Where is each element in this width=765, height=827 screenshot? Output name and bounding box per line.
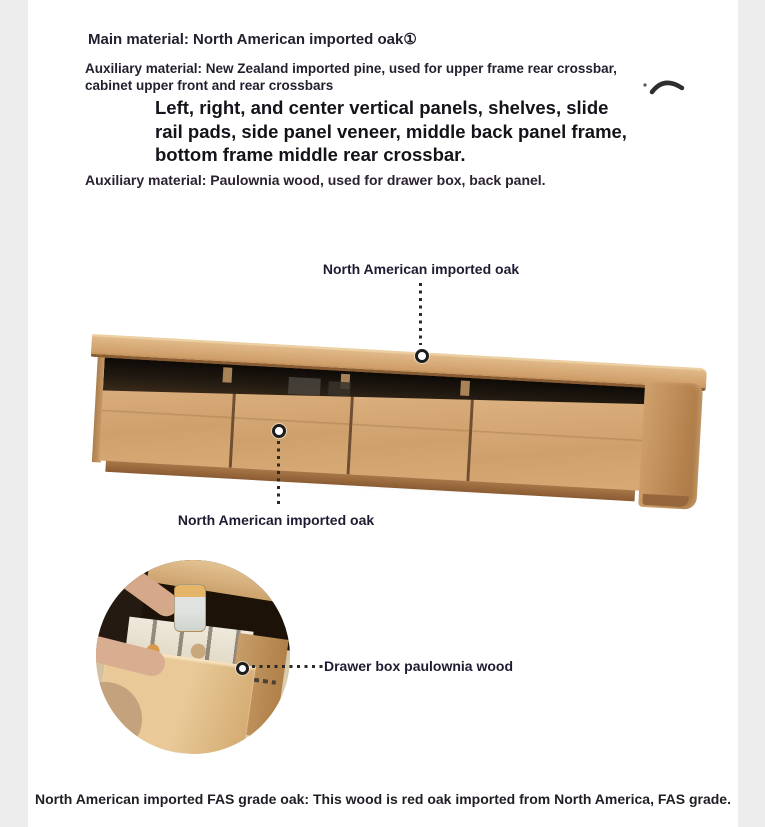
stray-mark-icon	[640, 72, 692, 102]
av-equipment-silhouette	[328, 381, 351, 396]
drawer-photo	[96, 560, 290, 754]
cabinet-drawer-callout-dotted-line	[277, 441, 280, 505]
cabinet-drawer-callout-label: North American imported oak	[177, 512, 375, 528]
cabinet-top-callout-marker	[415, 349, 429, 363]
footer-note: North American imported FAS grade oak: This wood is red oak imported from North America, FAS grade.	[35, 791, 731, 807]
cabinet-top-callout-label: North American imported oak	[322, 261, 520, 277]
right-page-gutter	[738, 0, 765, 827]
photo-storage-jar	[174, 584, 206, 632]
oak-usage-line-2: rail pads, side panel veneer, middle back panel frame,	[155, 120, 627, 142]
oak-usage-line-1: Left, right, and center vertical panels, shelves, slide	[155, 97, 609, 118]
oak-usage-text	[155, 96, 627, 167]
drawer-photo-callout-marker	[236, 662, 249, 675]
glass-divider-tab	[223, 367, 233, 382]
cabinet-right-side-panel	[638, 381, 703, 510]
av-equipment-silhouette	[288, 377, 321, 396]
oak-usage-line-3: bottom frame middle rear crossbar.	[155, 144, 466, 165]
glass-divider-tab	[460, 381, 470, 396]
cabinet-drawer-4	[469, 391, 649, 491]
cabinet-drawer-callout-marker	[272, 424, 286, 438]
aux-pine-line-2: cabinet upper front and rear crossbars	[85, 77, 334, 93]
aux-pine-line-1: Auxiliary material: New Zealand imported pine, used for upper frame rear crossbar,	[85, 61, 617, 76]
tv-cabinet-illustration	[87, 334, 706, 512]
aux-material-paulownia-text: Auxiliary material: Paulownia wood, used for drawer box, back panel.	[85, 172, 546, 188]
drawer-photo-callout-dotted-line	[252, 665, 324, 668]
left-page-gutter	[0, 0, 28, 827]
aux-material-pine-text	[85, 61, 617, 94]
drawer-photo-callout-label: Drawer box paulownia wood	[324, 658, 514, 674]
main-material-text: Main material: North American imported oak①	[88, 31, 417, 48]
cabinet-top-callout-dotted-line	[419, 283, 422, 345]
